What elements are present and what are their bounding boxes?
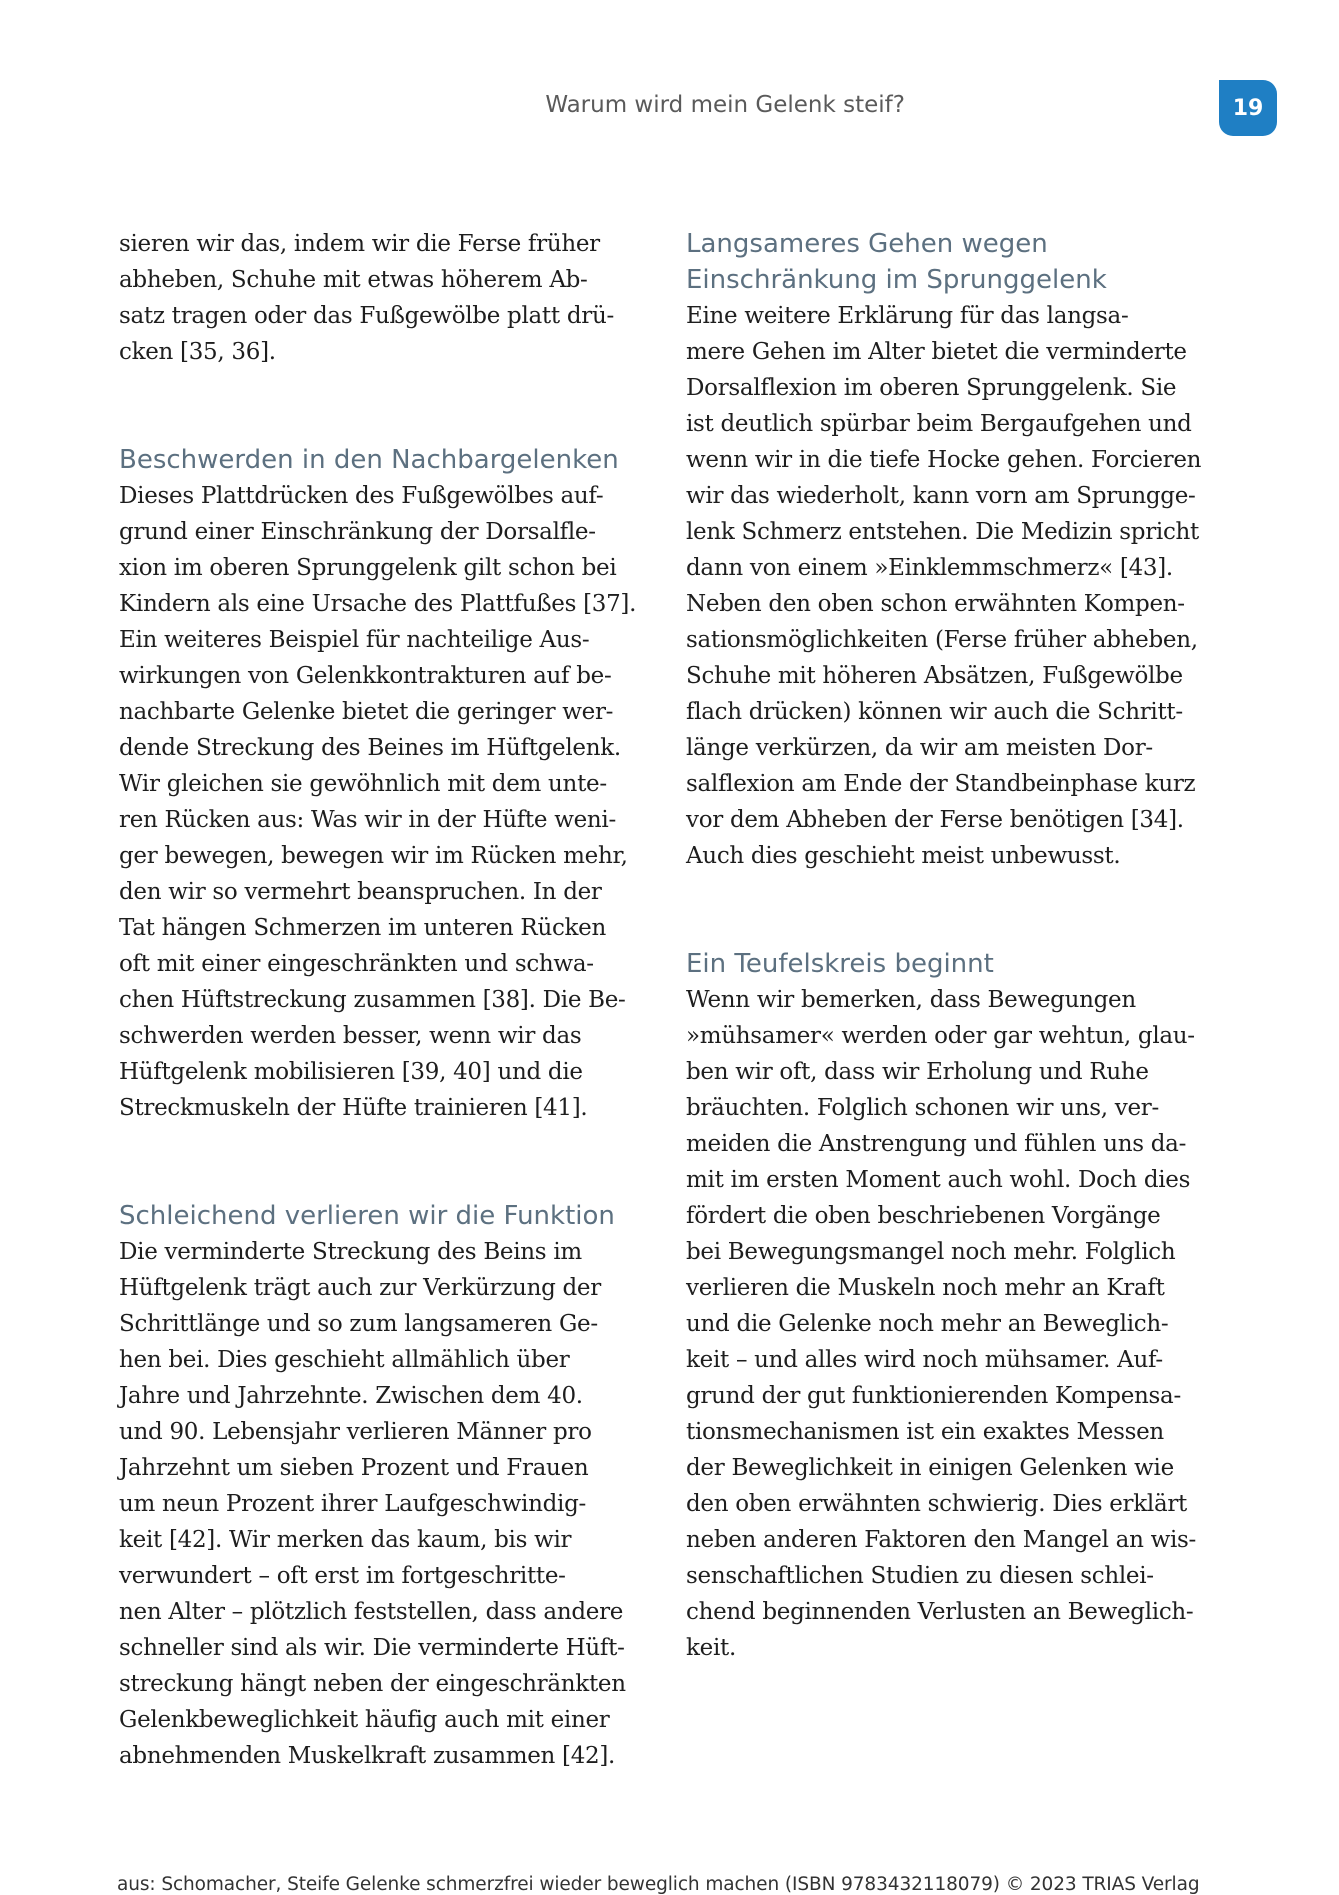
section-heading-nachbargelenke: Beschwerden in den Nachbargelenken <box>119 445 619 475</box>
section-heading-sprunggelenk: Langsameres Gehen wegen Einschränkung im Sprunggelenk <box>686 229 1107 295</box>
page-number-badge: 19 <box>1219 80 1277 136</box>
running-head-title: Warum wird mein Gelenk steif? <box>545 92 905 118</box>
section-heading-teufelskreis: Ein Teufelskreis beginnt <box>686 949 994 979</box>
source-footer: aus: Schomacher, Steife Gelenke schmerzfrei wieder beweglich machen (ISBN 9783432118079) © 2023 TRIAS Verlag <box>117 1874 1200 1895</box>
intro-paragraph: sieren wir das, indem wir die Ferse früher abheben, Schuhe mit etwas höherem Ab- satz tragen oder das Fußgewölbe platt drü- cken [35, 36]. <box>119 231 614 365</box>
section-body-teufelskreis: Wenn wir bemerken, dass Bewegungen »mühsamer« werden oder gar wehtun, glau- ben wir oft, dass wir Erholung und Ruhe bräuchten. Folglich schonen wir uns, ver- meiden die Anstrengung und fühlen uns da- mit im ersten Moment auch wohl. Doch dies fördert die oben beschriebenen Vorgänge bei Bewegungsmangel noch mehr. Folglich verlieren die Muskeln noch mehr an Kraft und die Gelenke noch mehr an Beweglich- keit – und alles wird noch mühsamer. Auf- grund der gut funktionierenden Kompensa- tionsmechanismen ist ein exaktes Messen der Beweglichkeit in einigen Gelenken wie den oben erwähnten schwierig. Dies erklärt neben anderen Faktoren den Mangel an wis- senschaftlichen Studien zu diesen schlei- chend beginnenden Verlusten an Beweglich- keit. <box>686 987 1197 1661</box>
section-heading-funktion: Schleichend verlieren wir die Funktion <box>119 1201 615 1231</box>
right-column <box>686 226 1206 1666</box>
section-body-nachbargelenke: Dieses Plattdrücken des Fußgewölbes auf- grund einer Einschränkung der Dorsalfle- xion im oberen Sprunggelenk gilt schon bei Kindern als eine Ursache des Plattfußes [37]. Ein weiteres Beispiel für nachteilige Aus- wirkungen von Gelenkkontrakturen auf be- nachbarte Gelenke bietet die geringer wer- dende Streckung des Beines im Hüftgelenk. Wir gleichen sie gewöhnlich mit dem unte- ren Rücken aus: Was wir in der Hüfte weni- ger bewegen, bewegen wir im Rücken mehr, den wir so vermehrt beanspruchen. In der Tat hängen Schmerzen im unteren Rücken oft mit einer eingeschränkten und schwa- chen Hüftstreckung zusammen [38]. Die Be- schwerden werden besser, wenn wir das Hüftgelenk mobilisieren [39, 40] und die Streckmuskeln der Hüfte trainieren [41]. <box>119 483 637 1121</box>
section-body-funktion: Die verminderte Streckung des Beins im Hüftgelenk trägt auch zur Verkürzung der Schrittlänge und so zum langsameren Ge- hen bei. Dies geschieht allmählich über Jahre und Jahrzehnte. Zwischen dem 40. und 90. Lebensjahr verlieren Männer pro Jahrzehnt um sieben Prozent und Frauen um neun Prozent ihrer Laufgeschwindig- keit [42]. Wir merken das kaum, bis wir verwundert – oft erst im fortgeschritte- nen Alter – plötzlich feststellen, dass andere schneller sind als wir. Die verminderte Hüft- streckung hängt neben der eingeschränkten Gelenkbeweglichkeit häufig auch mit einer abnehmenden Muskelkraft zusammen [42]. <box>119 1239 626 1769</box>
left-column <box>119 226 639 1774</box>
section-body-sprunggelenk: Eine weitere Erklärung für das langsa- mere Gehen im Alter bietet die verminderte Dorsalflexion im oberen Sprunggelenk. Sie ist deutlich spürbar beim Bergaufgehen und wenn wir in die tiefe Hocke gehen. Forcieren wir das wiederholt, kann vorn am Sprungge- lenk Schmerz entstehen. Die Medizin spricht dann von einem »Einklemmschmerz« [43]. Neben den oben schon erwähnten Kompen- sationsmöglichkeiten (Ferse früher abheben, Schuhe mit höheren Absätzen, Fußgewölbe flach drücken) können wir auch die Schritt- länge verkürzen, da wir am meisten Dor- salflexion am Ende der Standbeinphase kurz vor dem Abheben der Ferse benötigen [34]. Auch dies geschieht meist unbewusst. <box>686 303 1202 869</box>
